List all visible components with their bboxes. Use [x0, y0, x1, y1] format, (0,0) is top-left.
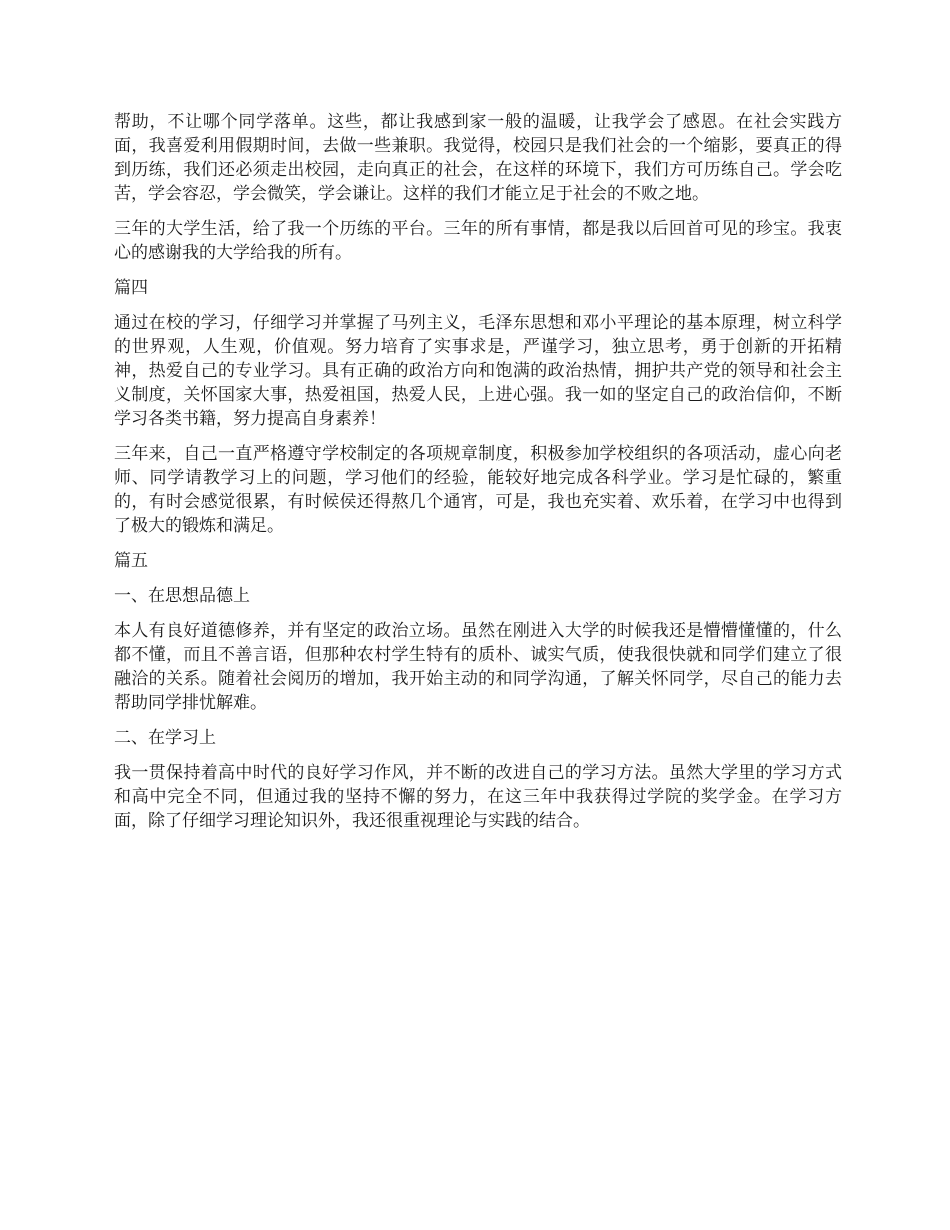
section-heading-part-five: 篇五 [114, 551, 148, 571]
paragraph-political-study: 通过在校的学习，仔细学习并掌握了马列主义，毛泽东思想和邓小平理论的基本原理，树立科学的世界观，人生观，价值观。努力培育了实事求是，严谨学习，独立思考，勇于创新的开拓精神，热爱自己的专业学习。具有正确的政治方向和饱满的政治热情，拥护共产党的领导和社会主义制度，关怀国家大事，热爱祖国，热爱人民，上进心强。我一如的坚定自己的政治信仰，不断学习各类书籍，努力提高自身素养！ [114, 313, 842, 429]
subheading-moral-character: 一、在思想品德上 [114, 586, 250, 606]
document-body [114, 110, 842, 844]
paragraph-gratitude-practice: 帮助，不让哪个同学落单。这些，都让我感到家一般的温暖，让我学会了感恩。在社会实践方面，我喜爱利用假期时间，去做一些兼职。我觉得，校园只是我们社会的一个缩影，要真正的得到历练，我们还必须走出校园，走向真正的社会，在这样的环境下，我们方可历练自己。学会吃苦，学会容忍，学会微笑，学会谦让。这样的我们才能立足于社会的不败之地。 [114, 112, 842, 204]
paragraph-study: 我一贯保持着高中时代的良好学习作风，并不断的改进自己的学习方法。虽然大学里的学习方式和高中完全不同，但通过我的坚持不懈的努力，在这三年中我获得过学院的奖学金。在学习方面，除了仔细学习理论知识外，我还很重视理论与实践的结合。 [114, 763, 842, 831]
paragraph-school-rules: 三年来，自己一直严格遵守学校制定的各项规章制度，积极参加学校组织的各项活动，虚心向老师、同学请教学习上的问题，学习他们的经验，能较好地完成各科学业。学习是忙碌的，繁重的，有时会感觉很累，有时候侯还得熬几个通宵，可是，我也充实着、欢乐着，在学习中也得到了极大的锻炼和满足。 [114, 444, 842, 536]
paragraph-moral-character: 本人有良好道德修养，并有坚定的政治立场。虽然在刚进入大学的时候我还是懵懵懂懂的，什么都不懂，而且不善言语，但那种农村学生特有的质朴、诚实气质，使我很快就和同学们建立了很融洽的关系。随着社会阅历的增加，我开始主动的和同学沟通，了解关怀同学，尽自己的能力去帮助同学排忧解难。 [114, 621, 842, 713]
subheading-study: 二、在学习上 [114, 728, 216, 748]
paragraph-three-years-summary: 三年的大学生活，给了我一个历练的平台。三年的所有事情，都是我以后回首可见的珍宝。我衷心的感谢我的大学给我的所有。 [114, 219, 842, 263]
section-heading-part-four: 篇四 [114, 278, 148, 298]
